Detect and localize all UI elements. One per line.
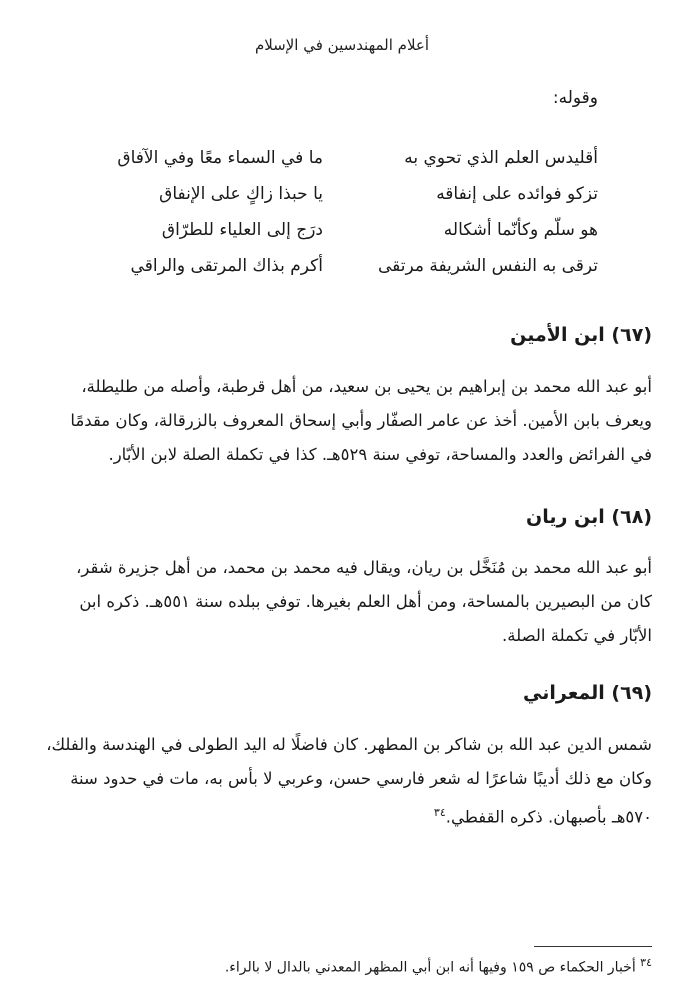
entry-body — [30, 728, 652, 835]
verse-intro: وقوله: — [552, 88, 598, 108]
entry-title: (٦٨) ابن ريان — [526, 506, 652, 528]
entry-body — [30, 551, 652, 653]
verse-line — [78, 140, 598, 176]
verse-line — [78, 212, 598, 248]
footnote-text: أخبار الحكماء ص ١٥٩ وفيها أنه ابن أبي المظهر المعدني بالدال لا بالراء. — [224, 959, 636, 976]
body-line: الأبّار في تكملة الصلة. — [502, 626, 652, 645]
verse-line — [78, 176, 598, 212]
verse-second-hemistich: ما في السماء معًا وفي الآفاق — [117, 148, 323, 168]
body-line: ويعرف بابن الأمين. أخذ عن عامر الصفّار وأبي إسحاق المعروف بالزرقالة، وكان مقدمًا — [70, 411, 652, 430]
verse-second-hemistich: يا حبذا زاكٍ على الإنفاق — [159, 184, 323, 204]
verse-line — [78, 248, 598, 284]
body-line: شمس الدين عبد الله بن شاكر بن المطهر. كان فاضلًا له اليد الطولى في الهندسة والفلك، — [46, 735, 652, 754]
entry-title: (٦٩) المعراني — [523, 682, 652, 704]
verse-second-hemistich: درَج إلى العلياء للطرّاق — [161, 220, 323, 240]
verse-first-hemistich: ترقى به النفس الشريفة مرتقى — [377, 256, 598, 276]
verse-second-hemistich: أكرم بذاك المرتقى والراقي — [130, 256, 323, 276]
verse-first-hemistich: أقليدس العلم الذي تحوي به — [404, 148, 598, 168]
entry-body — [30, 370, 652, 472]
poem — [78, 140, 598, 284]
footnote-divider — [534, 946, 652, 947]
body-line: كان من البصيرين بالمساحة، ومن أهل العلم بغيرها. توفي ببلده سنة ٥٥١هـ. ذكره ابن — [79, 592, 652, 611]
running-header: أعلام المهندسين في الإسلام — [254, 36, 430, 54]
verse-first-hemistich: تزكو فوائده على إنفاقه — [436, 184, 598, 204]
body-line — [30, 796, 652, 835]
body-line: وكان مع ذلك أديبًا شاعرًا له شعر فارسي حسن، وعربي لا بأس به، مات في حدود سنة — [70, 769, 652, 788]
verse-first-hemistich: هو سلّم وكأنّما أشكاله — [443, 220, 598, 240]
footnote — [30, 956, 652, 976]
footnote-number: ٣٤ — [640, 956, 652, 969]
body-line: أبو عبد الله محمد بن إبراهيم بن يحيى بن سعيد، من أهل قرطبة، وأصله من طليطلة، — [81, 377, 652, 396]
body-line: في الفرائض والعدد والمساحة، توفي سنة ٥٢٩هـ. كذا في تكملة الصلة لابن الأبّار. — [108, 445, 652, 464]
body-line-text: ٥٧٠هـ بأصبهان. ذكره القفطي. — [445, 807, 652, 827]
entry-title: (٦٧) ابن الأمين — [510, 324, 652, 346]
footnote-reference: ٣٤ — [433, 806, 446, 819]
body-line: أبو عبد الله محمد بن مُنَخَّل بن ريان، ويقال فيه محمد بن محمد، من أهل جزيرة شقر، — [76, 558, 652, 577]
